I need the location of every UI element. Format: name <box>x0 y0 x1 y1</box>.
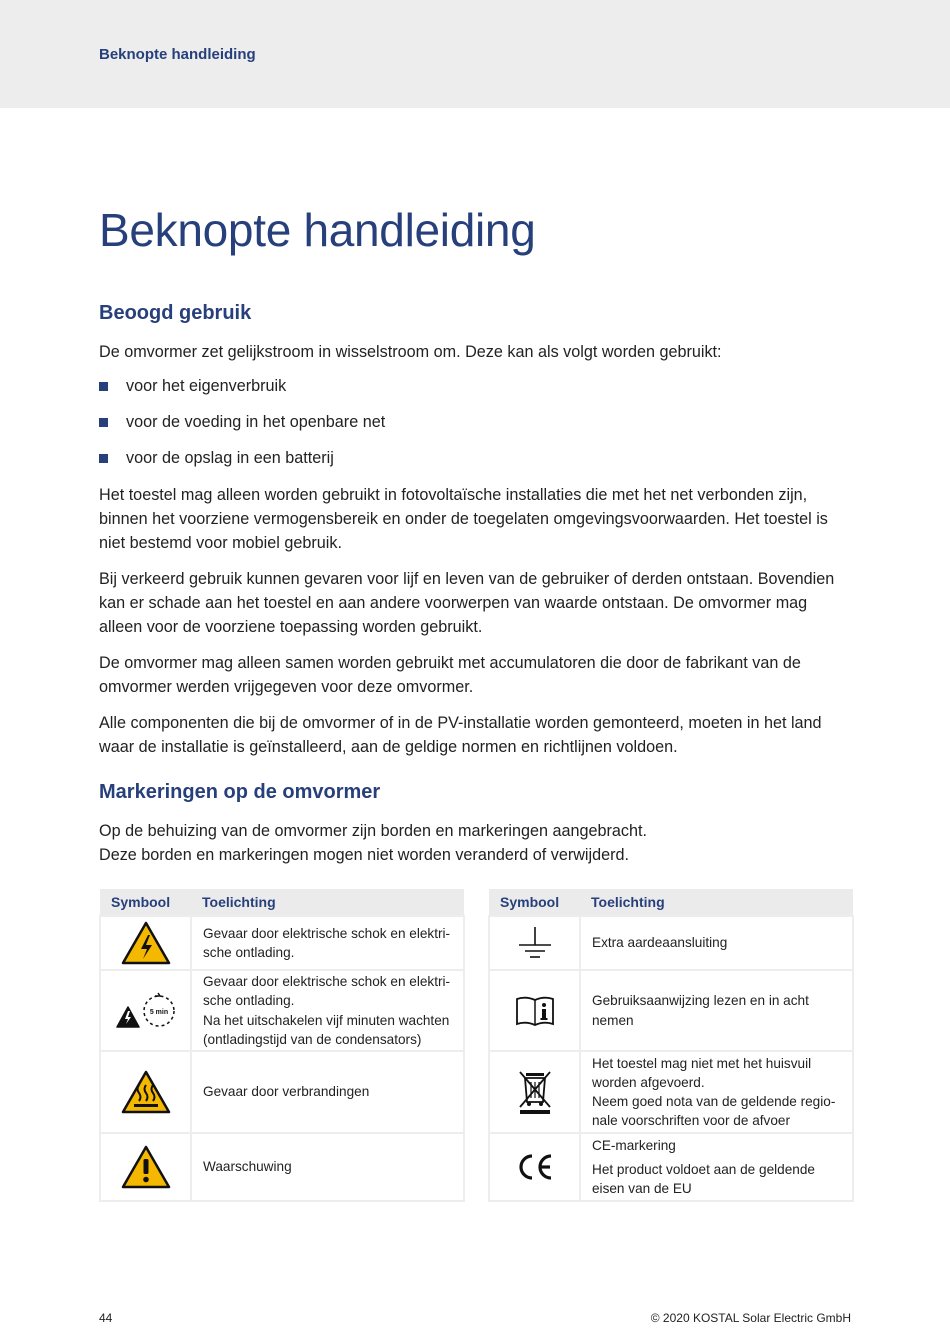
copyright-notice: © 2020 KOSTAL Solar Electric GmbH <box>650 1311 851 1325</box>
electric-shock-warning-icon <box>120 920 172 966</box>
body-paragraph: De omvormer mag alleen samen worden gebruikt met accumulatoren die door de fabrikant van de omvormer werden vrijgegeven voor deze omvormer. <box>99 654 801 696</box>
body-paragraph: Alle componenten die bij de omvormer of in de PV-installatie worden gemonteerd, moeten in het land waar de installatie is geïnstalleerd, aan de geldige normen en richtlijnen voldoen. <box>99 714 822 756</box>
bullet-square-icon <box>99 454 108 463</box>
table-row: 5 min Gevaar door elektrische schok en elektrische ontlading. Na het uitschakelen vijf minuten wachten (ontladingstijd van de condensators) <box>100 970 464 1051</box>
general-warning-icon <box>120 1144 172 1190</box>
intro-paragraph: De omvormer zet gelijkstroom in wisselstroom om. Deze kan als volgt worden gebruikt: <box>99 343 722 361</box>
electric-shock-5min-icon <box>115 991 177 1031</box>
section-heading-beoogd-gebruik: Beoogd gebruik <box>99 302 252 324</box>
header-title: Beknopte handleiding <box>99 46 256 63</box>
list-item: voor het eigenverbruik <box>99 374 385 410</box>
column-header-description: Toelichting <box>580 889 853 916</box>
bullet-square-icon <box>99 418 108 427</box>
svg-text:5 min: 5 min <box>149 1008 168 1016</box>
list-item: voor de voeding in het openbare net <box>99 410 385 446</box>
table-row: Gebruiksaanwijzing lezen en in acht nemen <box>489 970 853 1051</box>
weee-crossed-bin-icon <box>517 1069 553 1115</box>
section-heading-markeringen: Markeringen op de omvormer <box>99 781 381 803</box>
bullet-square-icon <box>99 382 108 391</box>
column-header-symbol: Symbool <box>100 889 191 916</box>
page-number: 44 <box>99 1311 113 1325</box>
table-row: CE-markering Het product voldoet aan de geldende eisen van de EU <box>489 1133 853 1201</box>
column-header-symbol: Symbool <box>489 889 580 916</box>
markings-intro: Op de behuizing van de omvormer zijn borden en markeringen aangebracht. Deze borden en markeringen mogen niet worden veranderd of verwijderd. <box>99 822 648 864</box>
symbols-table-left <box>99 889 465 1202</box>
table-row: Extra aardeaansluiting <box>489 916 853 970</box>
list-item: voor de opslag in een batterij <box>99 446 385 482</box>
column-header-description: Toelichting <box>191 889 464 916</box>
symbols-table-right <box>488 889 854 1202</box>
page-title: Beknopte handleiding <box>99 204 536 256</box>
body-paragraph: Bij verkeerd gebruik kunnen gevaren voor lijf en leven van de gebruiker of derden ontstaan. Bovendien kan er schade aan het toestel en aan andere voorwerpen van waarde ontstaan. De omvormer mag alleen voor de voorziene toepassing worden gebruikt. <box>99 570 835 636</box>
ce-mark-icon <box>515 1152 555 1182</box>
usage-list <box>99 374 385 482</box>
table-row: Gevaar door elektrische schok en elektrische ontlading. <box>100 916 464 970</box>
table-row: Gevaar door verbrandingen <box>100 1051 464 1133</box>
body-paragraph: Het toestel mag alleen worden gebruikt in fotovoltaïsche installaties die met het net verbonden zijn, binnen het voorziene vermogensbereik en onder de toegelaten omgevingsvoorwaarden. Het toestel is niet bestemd voor mobiel gebruik. <box>99 486 828 552</box>
table-row: Waarschuwing <box>100 1133 464 1201</box>
table-row: Het toestel mag niet met het huisvuil worden afgevoerd. Neem goed nota van de geldende regionale voorschriften voor de afvoer <box>489 1051 853 1133</box>
earth-ground-icon <box>515 923 555 963</box>
read-manual-icon <box>514 994 556 1028</box>
hot-surface-warning-icon <box>120 1069 172 1115</box>
